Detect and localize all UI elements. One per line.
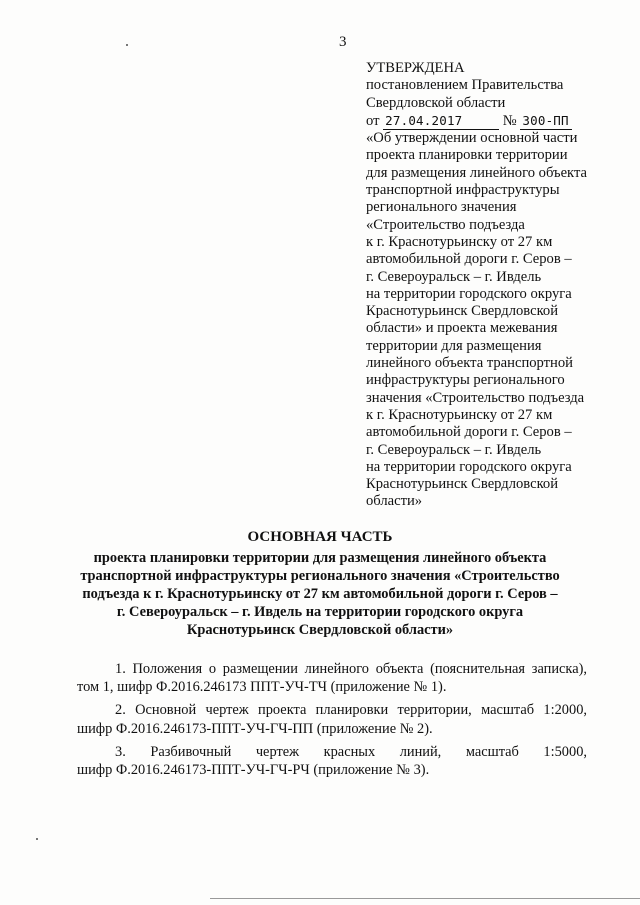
subheading-line: проекта планировки территории для размещения линейного объекта: [93, 550, 547, 566]
decree-title-line: области» и проекта межевания: [366, 320, 558, 337]
list-item-line-2: том 1, шифр Ф.2016.246173 ППТ-УЧ-ТЧ (приложение № 1).: [77, 679, 447, 696]
approval-date-row: [366, 112, 616, 130]
decree-title-line: «Строительство подъезда: [366, 216, 525, 233]
approval-heading: УТВЕРЖДЕНА: [366, 60, 465, 76]
list-item: [77, 743, 587, 779]
decree-title-line: для размещения линейного объекта: [366, 164, 587, 181]
decree-title-line: на территории городского округа: [366, 285, 572, 302]
decree-title-line: автомобильной дороги г. Серов –: [366, 251, 572, 268]
decree-title-line: Краснотурьинск Свердловской: [366, 476, 559, 493]
page-number: 3: [339, 34, 347, 50]
list-item: [77, 660, 587, 696]
decree-title-line: регионального значения: [366, 199, 517, 216]
decree-number: 300-ПП: [520, 112, 572, 130]
decree-title-line: Краснотурьинск Свердловской: [366, 303, 559, 320]
attachments-list: [77, 660, 587, 784]
approval-line-2: Свердловской области: [366, 94, 506, 111]
list-item-line-1: 1. Положения о размещении линейного объекта (пояснительная записка),: [115, 661, 587, 677]
decree-title-line: «Об утверждении основной части: [366, 130, 578, 147]
decree-title-line: территории для размещения: [366, 337, 542, 354]
number-prefix: №: [502, 112, 517, 129]
approval-block: [366, 60, 616, 511]
decree-title-line: транспортной инфраструктуры: [366, 182, 560, 199]
decree-title-line: значения «Строительство подъезда: [366, 389, 585, 406]
subheading-line: г. Североуральск – г. Ивдель на территории городского округа: [116, 604, 524, 620]
scan-speck: [126, 44, 128, 46]
decree-title-line: линейного объекта транспортной: [366, 355, 573, 372]
main-heading: ОСНОВНАЯ ЧАСТЬ: [247, 529, 393, 545]
scan-edge-line: [210, 898, 640, 899]
decree-date: 27.04.2017: [383, 112, 499, 130]
decree-title-line: г. Североуральск – г. Ивдель: [366, 441, 542, 458]
decree-title-line: инфраструктуры регионального: [366, 372, 565, 389]
decree-title-line: г. Североуральск – г. Ивдель: [366, 268, 542, 285]
main-subheading: [70, 549, 570, 639]
list-item-line-1: 2. Основной чертеж проекта планировки территории, масштаб 1:2000,: [115, 702, 587, 719]
approval-line-1: постановлением Правительства: [366, 77, 564, 94]
subheading-line: транспортной инфраструктуры регионального значения «Строительство: [80, 568, 560, 584]
decree-title-line: проекта планировки территории: [366, 147, 568, 164]
decree-title-line: на территории городского округа: [366, 458, 572, 475]
decree-title: [366, 130, 616, 511]
date-prefix: от: [366, 112, 380, 129]
decree-title-line: к г. Краснотурьинску от 27 км: [366, 233, 553, 250]
decree-title-line: к г. Краснотурьинску от 27 км: [366, 406, 553, 423]
list-item-line-2: шифр Ф.2016.246173-ППТ-УЧ-ГЧ-ПП (приложение № 2).: [77, 720, 433, 737]
list-item-line-1: 3. Разбивочный чертеж красных линий, масштаб 1:5000,: [115, 743, 587, 760]
subheading-line: Краснотурьинск Свердловской области»: [186, 622, 454, 638]
list-item-line-2: шифр Ф.2016.246173-ППТ-УЧ-ГЧ-РЧ (приложение № 3).: [77, 762, 430, 779]
subheading-line: подъезда к г. Краснотурьинску от 27 км автомобильной дороги г. Серов –: [82, 586, 558, 602]
scan-speck: [36, 838, 38, 840]
list-item: [77, 701, 587, 737]
decree-title-line: области»: [366, 493, 423, 510]
decree-title-line: автомобильной дороги г. Серов –: [366, 424, 572, 441]
